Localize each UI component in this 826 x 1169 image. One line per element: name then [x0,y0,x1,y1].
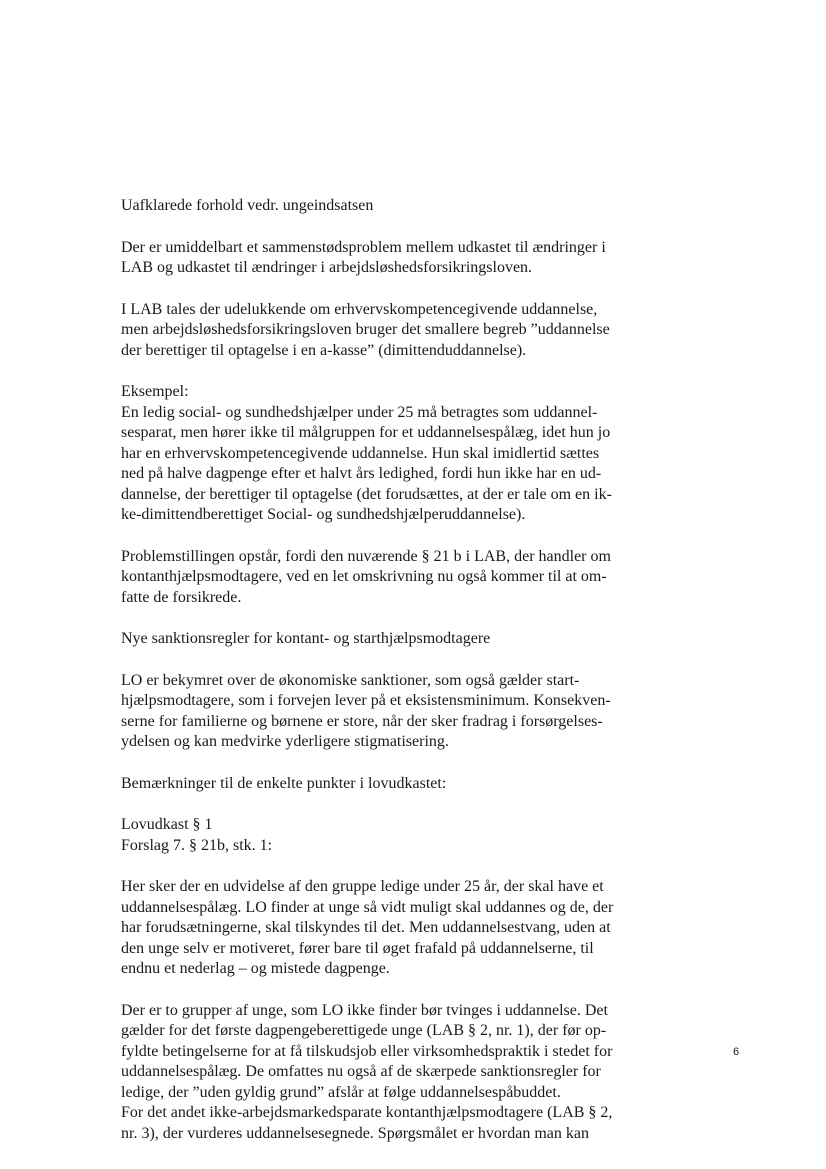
section-heading-sanktionsregler: Nye sanktionsregler for kontant- og starthjælpsmodtagere [121,630,491,647]
paragraph-udvidelse: Her sker der en udvidelse af den gruppe ledige under 25 år, der skal have et uddannelsespålæg. LO finder at unge så vidt muligt skal uddannes og de, der har forudsætningerne, skal tilskyndes til det. Men uddannelsestvang, uden at den unge selv er motiveret, fører bare til øget frafald på uddannelserne, til endnu et nederlag – og mistede dagpenge. [121,878,614,977]
reference-lovudkast: Lovudkast § 1 Forslag 7. § 21b, stk. 1: [121,816,273,854]
paragraph-lab-uddannelse: I LAB tales der udelukkende om erhvervskompetencegivende uddannelse, men arbejdsløshedsforsikringsloven bruger det smallere begreb ”uddannelse der berettiger til optagelse i en a-kasse” (dimittenduddannelse). [121,300,610,359]
paragraph-lo-bekymret: LO er bekymret over de økonomiske sanktioner, som også gælder start- hjælpsmodtagere, som i forvejen lever på et eksistensminimum. Konsekven- serne for familierne og børnene er store, når der sker fradrag i forsørgelses- ydelsen og kan medvirke yderligere stigmatisering. [121,671,611,750]
paragraph-sammenstoed: Der er umiddelbart et sammenstødsproblem mellem udkastet til ændringer i LAB og udkastet til ændringer i arbejdsløshedsforsikringsloven. [121,238,606,276]
document-body [121,196,621,1165]
paragraph-problemstilling: Problemstillingen opstår, fordi den nuværende § 21 b i LAB, der handler om kontanthjælpsmodtagere, ved en let omskrivning nu også kommer til at om- fatte de forsikrede. [121,547,611,606]
section-heading-ungeindsats: Uafklarede forhold vedr. ungeindsatsen [121,197,374,214]
paragraph-example: Eksempel: En ledig social- og sundhedshjælper under 25 må betragtes som uddannel- sesparat, men hører ikke til målgruppen for et uddannelsespålæg, idet hun jo har en erhvervskompetencegivende uddannelse. Hun skal imidlertid sættes ned på halve dagpenge efter et halvt års ledighed, fordi hun ikke har en ud- dannelse, der berettiger til optagelse (det forudsættes, at der er tale om en ik- ke-dimittendberettiget Social- og sundhedshjælperuddannelse). [121,383,612,523]
section-heading-bemaerkninger: Bemærkninger til de enkelte punkter i lovudkastet: [121,774,447,792]
page-number: 6 [733,1046,740,1058]
paragraph-to-grupper: Der er to grupper af unge, som LO ikke finder bør tvinges i uddannelse. Det gælder for det første dagpengeberettigede unge (LAB § 2, nr. 1), der før op- fyldte betingelserne for at få tilskudsjob eller virksomhedspraktik i stedet for uddannelsespålæg. De omfattes nu også af de skærpede sanktionsregler for ledige, der ”uden gyldig grund” afslår at følge uddannelsespåbuddet. For det andet ikke-arbejdsmarkedsparate kontanthjælpsmodtagere (LAB § 2, nr. 3), der vurderes uddannelsesegnede. Spørgsmålet er hvordan man kan [121,1001,613,1142]
